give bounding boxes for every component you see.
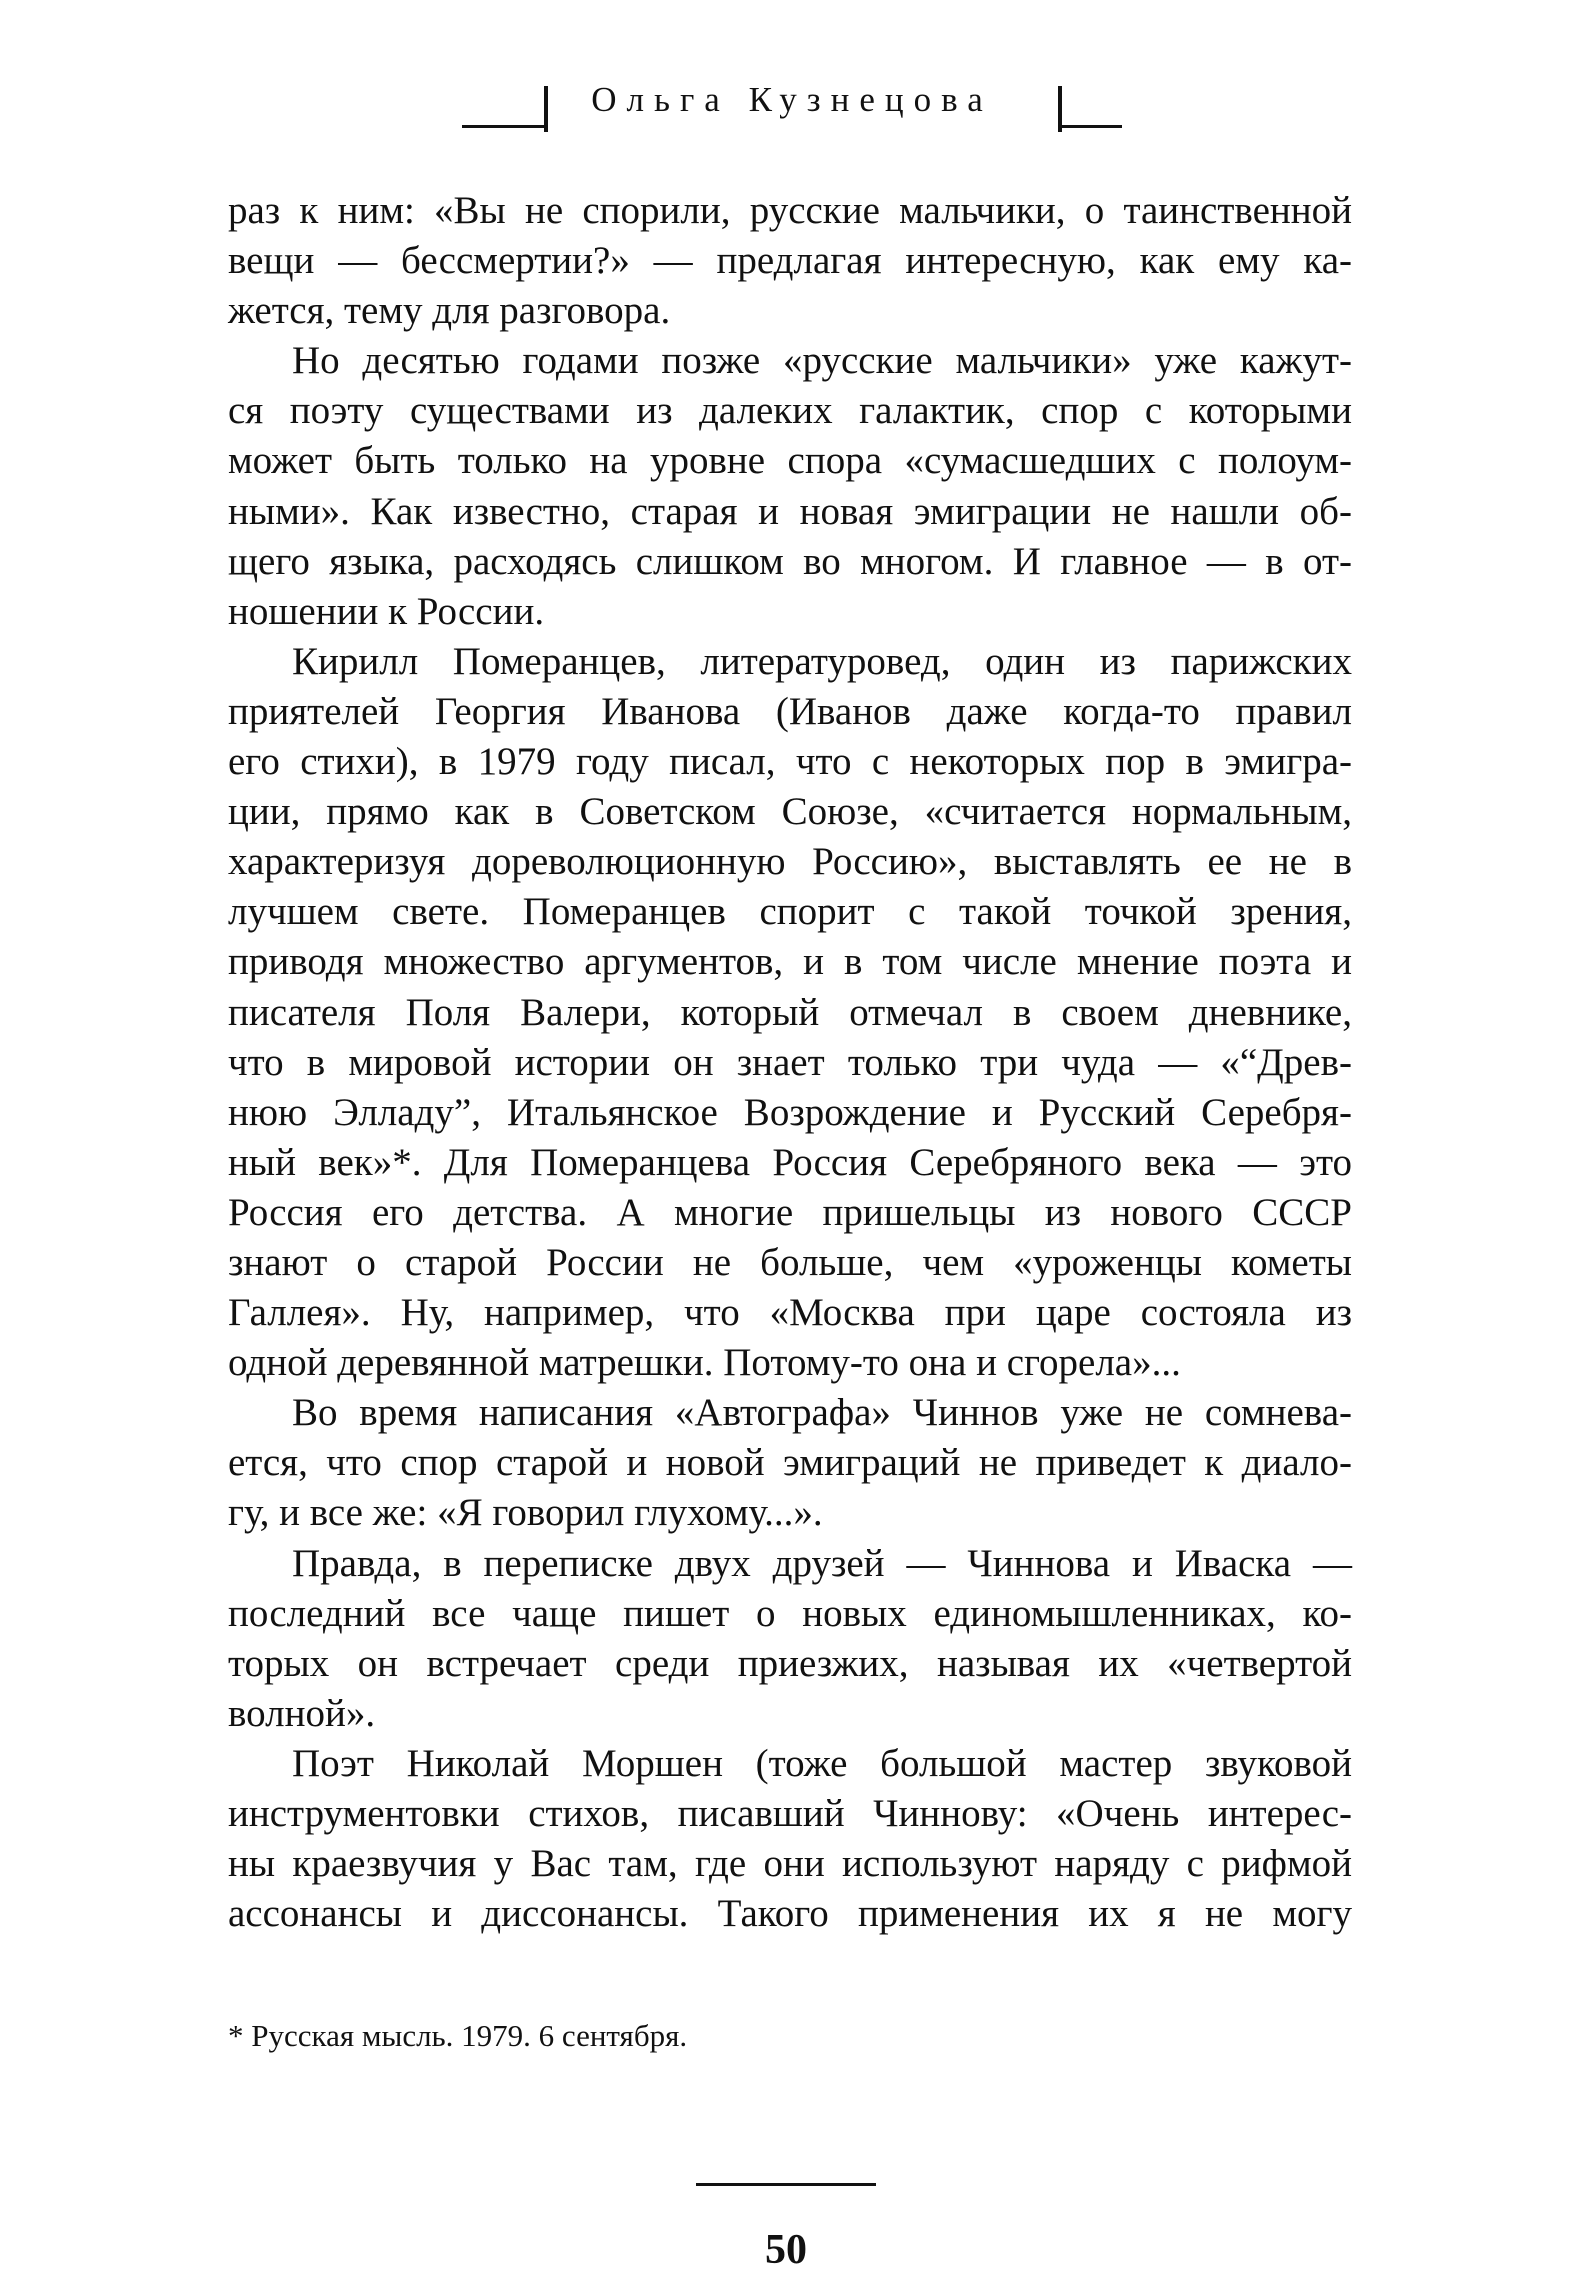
text-line: ношении к России. <box>228 589 545 633</box>
page-number: 50 <box>765 2227 807 2273</box>
header-rule-left <box>462 125 544 128</box>
text-line: знают о старой России не больше, чем «уроженцы кометы <box>228 1240 1352 1284</box>
text-line: Правда, в переписке двух друзей — Чиннова и Иваска — <box>292 1541 1352 1585</box>
text-line: писателя Поля Валери, который отмечал в своем дневнике, <box>228 990 1352 1034</box>
text-line: инструментовки стихов, писавший Чиннову: «Очень интерес- <box>228 1792 1352 1835</box>
text-line: жется, тему для разговора. <box>228 289 671 333</box>
text-line: ассонансы и диссонансы. Такого применения их я не могу <box>228 1892 1352 1936</box>
paragraph <box>228 1539 1352 1739</box>
text-line: ными». Как известно, старая и новая эмиграции не нашли об- <box>228 489 1352 533</box>
text-line: раз к ним: «Вы не спорили, русские мальчики, о таинственной <box>228 189 1352 232</box>
text-line: щего языка, расходясь слишком во многом. И главное — в от- <box>228 539 1352 583</box>
text-line: ется, что спор старой и новой эмиграций не приведет к диало- <box>228 1441 1352 1485</box>
paragraph <box>228 637 1352 1388</box>
header-rule-right <box>1062 125 1122 128</box>
text-line: приятелей Георгия Иванова (Иванов даже когда-то правил <box>228 689 1352 733</box>
footnote: * Русская мысль. 1979. 6 сентября. <box>228 2018 688 2053</box>
text-line: Но десятью годами позже «русские мальчики» уже кажут- <box>292 339 1352 383</box>
text-line: приводя множество аргументов, и в том числе мнение поэта и <box>228 940 1352 984</box>
paragraph <box>228 186 1352 336</box>
paragraph <box>228 1739 1352 1939</box>
text-line: ся поэту существами из далеких галактик, спор с которыми <box>228 389 1352 433</box>
text-line: ции, прямо как в Советском Союзе, «считается нормальным, <box>228 790 1352 834</box>
text-line: волной». <box>228 1691 376 1735</box>
text-line: что в мировой истории он знает только три чуда — «“Древ- <box>228 1040 1352 1084</box>
text-line: Галлея». Ну, например, что «Москва при царе состояла из <box>228 1291 1352 1335</box>
text-line: гу, и все же: «Я говорил глухому...». <box>228 1491 823 1535</box>
text-line: Россия его детства. А многие пришельцы из нового СССР <box>228 1190 1352 1234</box>
text-line: последний все чаще пишет о новых единомышленниках, ко- <box>228 1591 1352 1635</box>
text-line: характеризуя дореволюционную Россию», выставлять ее не в <box>228 840 1352 884</box>
text-line: его стихи), в 1979 году писал, что с некоторых пор в эмигра- <box>228 740 1352 784</box>
text-line: Кирилл Померанцев, литературовед, один из парижских <box>292 639 1352 683</box>
text-line: вещи — бессмертии?» — предлагая интересную, как ему ка- <box>228 239 1352 283</box>
text-line: торых он встречает среди приезжих, называя их «четвертой <box>228 1641 1352 1685</box>
page-number-rule <box>696 2183 876 2186</box>
paragraph <box>228 336 1352 637</box>
text-line: ный век»*. Для Померанцева Россия Серебряного века — это <box>228 1140 1352 1184</box>
text-line: лучшем свете. Померанцев спорит с такой точкой зрения, <box>228 890 1352 934</box>
running-title: Ольга Кузнецова <box>591 80 993 119</box>
text-line: ны краезвучия у Вас там, где они используют наряду с рифмой <box>228 1842 1352 1886</box>
body-text <box>228 186 1352 1939</box>
text-line: нюю Элладу”, Итальянское Возрождение и Русский Серебря- <box>228 1090 1352 1134</box>
text-line: Поэт Николай Моршен (тоже большой мастер звуковой <box>292 1741 1352 1785</box>
running-header <box>462 78 1122 140</box>
text-line: может быть только на уровне спора «сумасшедших с полоум- <box>228 439 1352 483</box>
text-line: Во время написания «Автографа» Чиннов уже не сомнева- <box>292 1391 1352 1435</box>
text-line: одной деревянной матрешки. Потому-то она и сгорела»... <box>228 1341 1181 1385</box>
paragraph <box>228 1388 1352 1538</box>
